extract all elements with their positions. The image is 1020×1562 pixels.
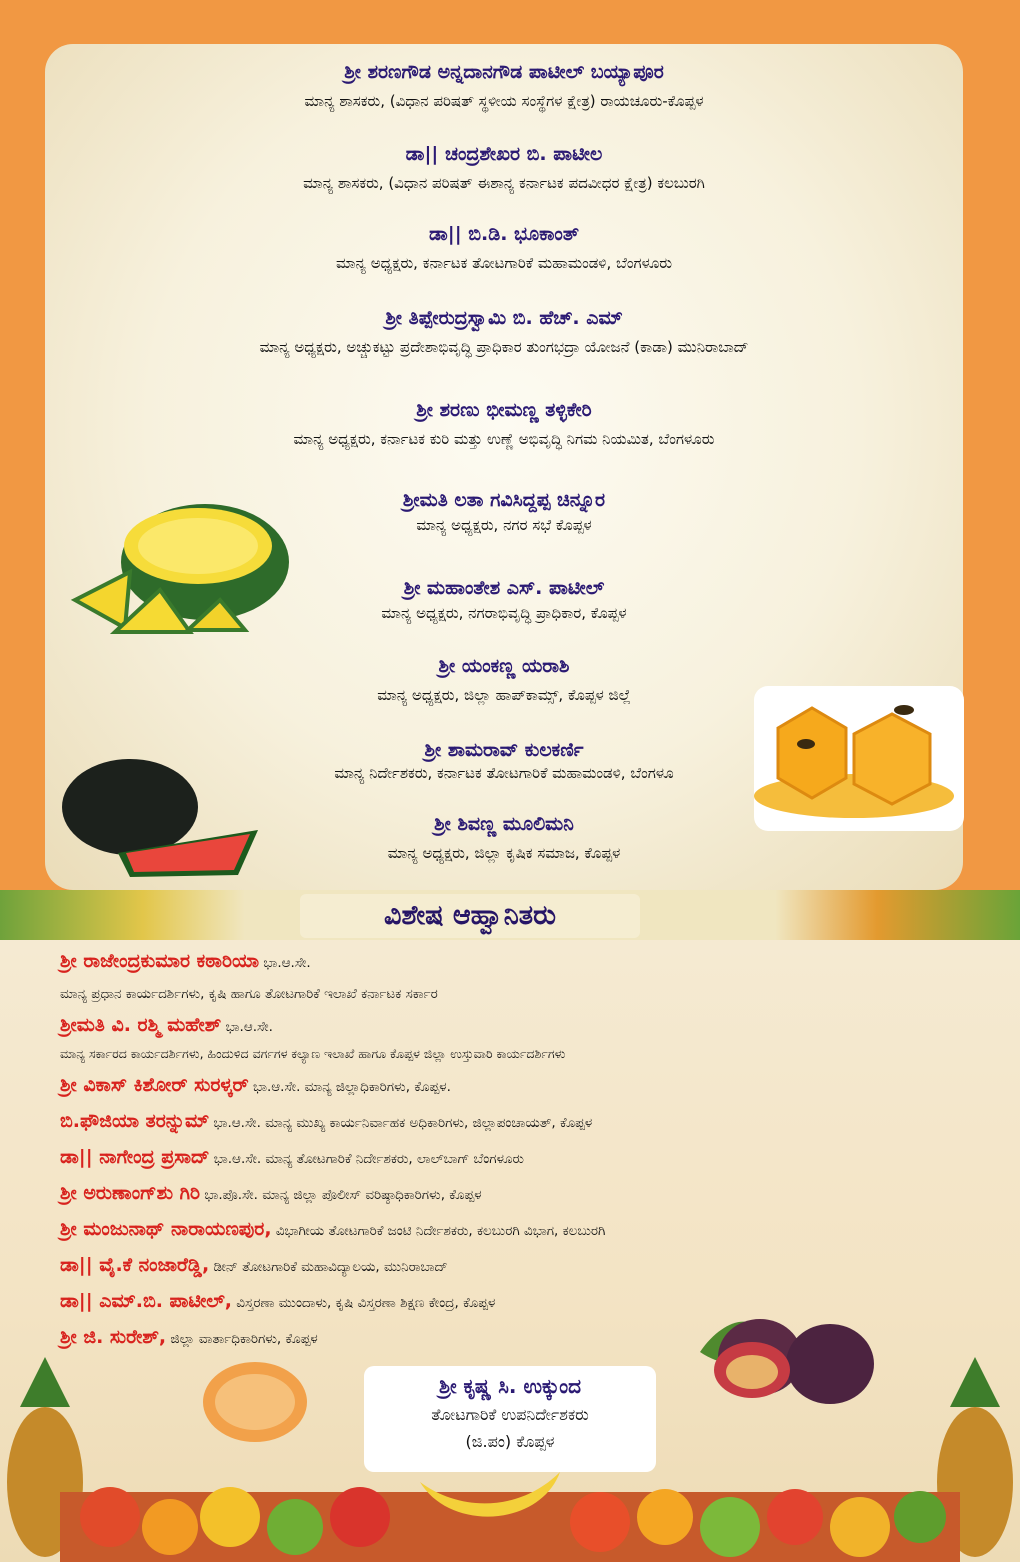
invitee-text: ಭಾ.ಆ.ಸೇ. (225, 1019, 273, 1035)
invitee-line (60, 1326, 318, 1348)
official-name: ಶ್ರೀಮತಿ ಲತಾ ಗವಿಸಿದ್ದಪ್ಪ ಚಿನ್ನೂರ (402, 489, 606, 511)
invitee-text: ವಿಸ್ತರಣಾ ಮುಂದಾಳು, ಕೃಷಿ ವಿಸ್ತರಣಾ ಶಿಕ್ಷಣ ಕೇಂದ್ರ, ಕೊಪ್ಪಳ (236, 1295, 496, 1311)
official-name: ಶ್ರೀ ತಿಪ್ಪೇರುದ್ರಸ್ವಾಮಿ ಬಿ. ಹೆಚ್. ಎಮ್ (385, 307, 623, 329)
invitee-text: ಡೀನ್ ತೋಟಗಾರಿಕೆ ಮಹಾವಿದ್ಯಾಲಯ, ಮುನಿರಾಬಾದ್ (213, 1259, 448, 1275)
invitee-line (60, 1074, 451, 1096)
invitee-name: ಡಾ|| ವೈ.ಕೆ ನಂಜಾರೆಡ್ಡಿ, (60, 1254, 210, 1276)
invitee-name: ಶ್ರೀ ಜಿ. ಸುರೇಶ್, (60, 1326, 167, 1348)
watermelon-image (58, 755, 263, 880)
signatory-box (364, 1366, 656, 1472)
invitee-line (60, 1290, 495, 1312)
official-designation: ಮಾನ್ಯ ಅಧ್ಯಕ್ಷರು, ಕರ್ನಾಟಕ ಕುರಿ ಮತ್ತು ಉಣ್ಣೆ ಅಭಿವೃದ್ಧಿ ನಿಗಮ ನಿಯಮಿತ, ಬೆಂಗಳೂರು (293, 430, 715, 448)
special-invitees-banner (0, 890, 1020, 942)
invitee-name: ಬಿ.ಫೌಜಿಯಾ ತರನ್ನುಮ್ (60, 1110, 210, 1132)
signatory-title: ತೋಟಗಾರಿಕೆ ಉಪನಿರ್ದೇಶಕರು (431, 1405, 589, 1424)
invitee-line (60, 1182, 482, 1204)
official-designation: ಮಾನ್ಯ ಶಾಸಕರು, (ವಿಧಾನ ಪರಿಷತ್ ಸ್ಥಳೀಯ ಸಂಸ್ಥೆಗಳ ಕ್ಷೇತ್ರ) ರಾಯಚೂರು-ಕೊಪ್ಪಳ (304, 92, 704, 110)
official-entry (45, 222, 963, 274)
invitee-name: ಶ್ರೀ ಅರುಣಾಂಗ್‌ಶು ಗಿರಿ (60, 1182, 201, 1204)
invitee-text: ಭಾ.ಆ.ಸೇ. ಮಾನ್ಯ ಜಿಲ್ಲಾಧಿಕಾರಿಗಳು, ಕೊಪ್ಪಳ. (253, 1079, 451, 1095)
official-designation: ಮಾನ್ಯ ಅಧ್ಯಕ್ಷರು, ಜಿಲ್ಲಾ ಕೃಷಿಕ ಸಮಾಜ, ಕೊಪ್ಪಳ (387, 844, 621, 862)
official-name: ಡಾ|| ಬಿ.ಡಿ. ಭೂಕಾಂತ್ (428, 223, 580, 245)
official-entry (45, 398, 963, 450)
invitee-name: ಶ್ರೀ ರಾಜೇಂದ್ರಕುಮಾರ ಕಠಾರಿಯಾ (60, 950, 260, 972)
signatory-name: ಶ್ರೀ ಕೃಷ್ಣ ಸಿ. ಉಕ್ಕುಂದ (438, 1374, 582, 1398)
official-name: ಶ್ರೀ ಮಹಾಂತೇಶ ಎಸ್. ಪಾಟೀಲ್ (403, 577, 605, 599)
invitee-line (60, 1218, 605, 1240)
invitee-text: ಭಾ.ಆ.ಸೇ. ಮಾನ್ಯ ಮುಖ್ಯ ಕಾರ್ಯನಿರ್ವಾಹಕ ಅಧಿಕಾರಿಗಳು, ಜಿಲ್ಲಾಪಂಚಾಯತ್, ಕೊಪ್ಪಳ (213, 1115, 593, 1131)
yellow-watermelon-image (70, 500, 295, 640)
official-name: ಡಾ|| ಚಂದ್ರಶೇಖರ ಬಿ. ಪಾಟೀಲ (405, 143, 603, 165)
official-designation: ಮಾನ್ಯ ಅಧ್ಯಕ್ಷರು, ಕರ್ನಾಟಕ ತೋಟಗಾರಿಕೆ ಮಹಾಮಂಡಳಿ, ಬೆಂಗಳೂರು (335, 254, 673, 272)
invitee-name: ಡಾ|| ನಾಗೇಂದ್ರ ಪ್ರಸಾದ್ (60, 1146, 210, 1168)
invitee-line (60, 1146, 524, 1168)
invitee-text: ಭಾ.ಪೊ.ಸೇ. ಮಾನ್ಯ ಜಿಲ್ಲಾ ಪೊಲೀಸ್ ವರಿಷ್ಠಾಧಿಕಾರಿಗಳು, ಕೊಪ್ಪಳ (204, 1187, 482, 1203)
official-name: ಶ್ರೀ ಶಿವಣ್ಣ ಮೂಲಿಮನಿ (434, 813, 574, 835)
invitee-line (60, 986, 438, 1002)
official-designation: ಮಾನ್ಯ ಅಧ್ಯಕ್ಷರು, ಅಚ್ಚುಕಟ್ಟು ಪ್ರದೇಶಾಭಿವೃದ್ಧಿ ಪ್ರಾಧಿಕಾರ ತುಂಗಭದ್ರಾ ಯೋಜನೆ (ಕಾಡಾ) ಮುನಿರಾಬಾದ್ (259, 338, 749, 356)
invitee-line (60, 1254, 448, 1276)
official-designation: ಮಾನ್ಯ ನಿರ್ದೇಶಕರು, ಕರ್ನಾಟಕ ತೋಟಗಾರಿಕೆ ಮಹಾಮಂಡಳಿ, ಬೆಂಗಳೂ (334, 764, 674, 782)
official-entry (45, 306, 963, 358)
invitee-name: ಶ್ರೀಮತಿ ವಿ. ರಶ್ಮಿ ಮಹೇಶ್ (60, 1014, 222, 1036)
invitee-line (60, 1014, 273, 1036)
invitee-text: ಮಾನ್ಯ ಪ್ರಧಾನ ಕಾರ್ಯದರ್ಶಿಗಳು, ಕೃಷಿ ಹಾಗೂ ತೋಟಗಾರಿಕೆ ಇಲಾಖೆ ಕರ್ನಾಟಕ ಸರ್ಕಾರ (60, 986, 438, 1002)
banner-title: ವಿಶೇಷ ಆಹ್ವಾನಿತರು (300, 894, 640, 938)
signatory-office: (ಜಿ.ಪಂ) ಕೊಪ್ಪಳ (465, 1432, 555, 1451)
official-name: ಶ್ರೀ ಶಾಮರಾವ್ ಕುಲಕರ್ಣಿ (424, 739, 584, 761)
invitee-line (60, 1046, 565, 1062)
invitee-name: ಶ್ರೀ ವಿಕಾಸ್ ಕಿಶೋರ್ ಸುರಳ್ಕರ್ (60, 1074, 249, 1096)
invitee-name: ಶ್ರೀ ಮಂಜುನಾಥ್ ನಾರಾಯಣಪುರ, (60, 1218, 272, 1240)
invitee-line (60, 950, 311, 972)
invitee-text: ಭಾ.ಆ.ಸೇ. ಮಾನ್ಯ ತೋಟಗಾರಿಕೆ ನಿರ್ದೇಶಕರು, ಲಾಲ್‌ಬಾಗ್ ಬೆಂಗಳೂರು (213, 1151, 524, 1167)
official-designation: ಮಾನ್ಯ ಅಧ್ಯಕ್ಷರು, ನಗರಾಭಿವೃದ್ಧಿ ಪ್ರಾಧಿಕಾರ, ಕೊಪ್ಪಳ (381, 604, 627, 622)
honeycomb-image (754, 686, 964, 831)
invitee-text: ಜಿಲ್ಲಾ ವಾರ್ತಾಧಿಕಾರಿಗಳು, ಕೊಪ್ಪಳ (170, 1331, 318, 1347)
official-name: ಶ್ರೀ ಯಂಕಣ್ಣ ಯರಾಶಿ (438, 655, 570, 677)
official-designation: ಮಾನ್ಯ ಅಧ್ಯಕ್ಷರು, ಜಿಲ್ಲಾ ಹಾಪ್‌ಕಾಮ್ಸ್, ಕೊಪ್ಪಳ ಜಿಲ್ಲೆ (377, 686, 631, 704)
official-entry (45, 142, 963, 194)
official-designation: ಮಾನ್ಯ ಶಾಸಕರು, (ವಿಧಾನ ಪರಿಷತ್ ಈಶಾನ್ಯ ಕರ್ನಾಟಕ ಪದವೀಧರ ಕ್ಷೇತ್ರ) ಕಲಬುರಗಿ (303, 174, 705, 192)
invitee-text: ಭಾ.ಆ.ಸೇ. (263, 955, 311, 971)
official-name: ಶ್ರೀ ಶರಣಗೌಡ ಅನ್ನದಾನಗೌಡ ಪಾಟೀಲ್ ಬಯ್ಯಾಪೂರ (344, 61, 664, 83)
invitee-name: ಡಾ|| ಎಮ್.ಬಿ. ಪಾಟೀಲ್, (60, 1290, 232, 1312)
official-entry (45, 60, 963, 112)
invitee-text: ವಿಭಾಗೀಯ ತೋಟಗಾರಿಕೆ ಜಂಟಿ ನಿರ್ದೇಶಕರು, ಕಲಬುರಗಿ ವಿಭಾಗ, ಕಲಬುರಗಿ (275, 1223, 606, 1239)
invitee-line (60, 1110, 592, 1132)
official-designation: ಮಾನ್ಯ ಅಧ್ಯಕ್ಷರು, ನಗರ ಸಭೆ ಕೊಪ್ಪಳ (416, 516, 592, 534)
invitee-text: ಮಾನ್ಯ ಸರ್ಕಾರದ ಕಾರ್ಯದರ್ಶಿಗಳು, ಹಿಂದುಳಿದ ವರ್ಗಗಳ ಕಲ್ಯಾಣ ಇಲಾಖೆ ಹಾಗೂ ಕೊಪ್ಪಳ ಜಿಲ್ಲಾ ಉಸ್ತುವಾರಿ ಕಾರ್ಯದರ್ಶಿಗಳು (60, 1046, 566, 1061)
official-name: ಶ್ರೀ ಶರಣು ಭೀಮಣ್ಣ ತಳ್ಳಿಕೇರಿ (416, 399, 592, 421)
